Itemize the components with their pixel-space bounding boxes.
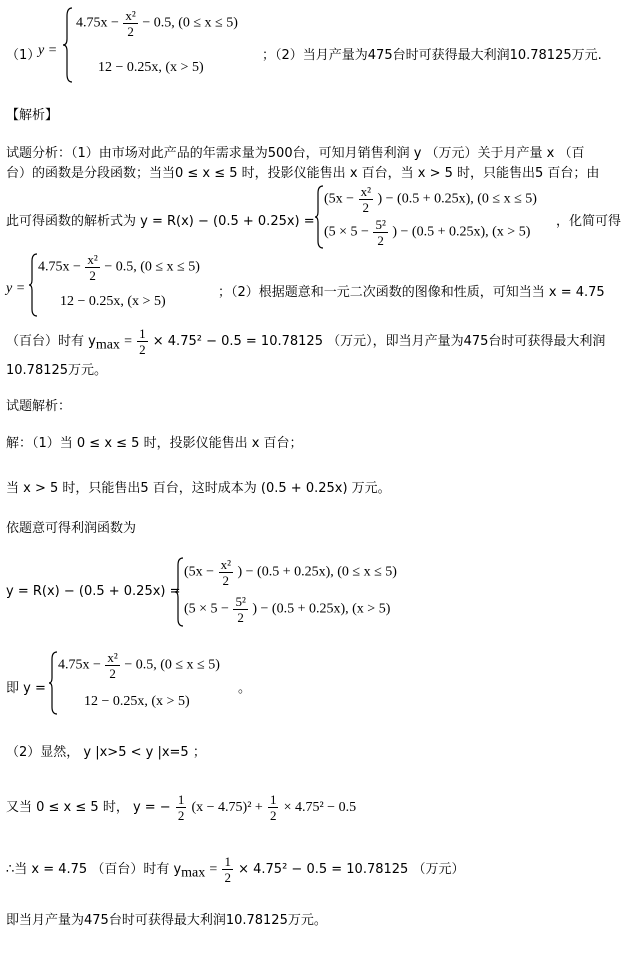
answer-part1-label: （1） <box>6 48 41 63</box>
answer-case1-prefix: 4.75x − <box>76 15 119 31</box>
solution-step2: 当 x > 5 时，只能售出5 百台，这时成本为 (0.5 + 0.25x) 万元。 <box>6 481 391 496</box>
analysis-line3-case1-fraction: $\frac{\text{x²}}{2}$ <box>360 184 371 215</box>
solution-step4-case1-fraction: $\frac{\text{x²}}{2}$ <box>220 557 231 588</box>
solution-step1: 解：（1）当 0 ≤ x ≤ 5 时，投影仪能售出 x 百台； <box>6 436 303 451</box>
analysis-line6: 10.78125万元。 <box>6 363 108 378</box>
solution-step7-fraction2: $\frac{1}{2}$ <box>269 792 277 823</box>
analysis-line4-suffix: ；（2）根据题意和一元二次函数的图像和性质，可知当当 x = 4.75 <box>218 285 605 300</box>
solution-step8: ∴当 x = 4.75 （百台）时有 $y_{max}$ = $\frac{1}{2}$ × 4.75² − 0.5 = 10.78125 （万元） <box>6 854 465 885</box>
analysis-line3-piecewise: (5x − $\frac{\text{x²}}{2}$ ) − (0.5 + 0.25x), (0 ≤ x ≤ 5) (5 × 5 − $\frac{\text{5²}}{2}$ ) − (0.5 + 0.25x), (x > 5) <box>314 184 554 250</box>
analysis-line3-suffix: ，化简可得 <box>556 214 622 229</box>
solution-step4-case2-fraction: $\frac{\text{5²}}{2}$ <box>235 594 246 625</box>
answer-case2: 12 − 0.25x, (x > 5) <box>98 60 204 75</box>
solution-step8-fraction: $\frac{1}{2}$ <box>224 854 231 885</box>
left-brace-icon <box>28 252 38 318</box>
analysis-line5: （百台）时有 $y_{max}$ = $\frac{1}{2}$ × 4.75² − 0.5 = 10.78125 （万元），即当月产量为475台时可获得最大利润 <box>6 326 606 357</box>
solution-header: 试题解析： <box>6 399 72 414</box>
solution-step5-prefix: 即 y = <box>6 681 46 696</box>
analysis-line3-prefix: 此可得函数的解析式为 y = R(x) − (0.5 + 0.25x) = <box>6 214 315 229</box>
analysis-line4-y: y = <box>6 281 26 296</box>
answer-y: y = <box>38 43 58 58</box>
analysis-line5-fraction: $\frac{1}{2}$ <box>139 326 146 357</box>
answer-case1-suffix: − 0.5, (0 ≤ x ≤ 5) <box>142 15 238 31</box>
analysis-line4-case1-fraction: $\frac{\text{x²}}{2}$ <box>87 252 98 283</box>
analysis-line4-piecewise: 4.75x − $\frac{\text{x²}}{2}$ − 0.5, (0 ≤ x ≤ 5) 12 − 0.25x, (x > 5) <box>28 252 218 318</box>
analysis-line3-case2-fraction: $\frac{\text{5²}}{2}$ <box>375 217 386 248</box>
left-brace-icon <box>48 650 58 716</box>
analysis-line2: 台）的函数是分段函数；当当0 ≤ x ≤ 5 时，投影仪能售出 x 百台，当 x > 5 时，只能售出5 百台；由 <box>6 166 600 181</box>
solution-step7: 又当 0 ≤ x ≤ 5 时， y = − $\frac{1}{2}$ (x − 4.75)² + $\frac{1}{2}$ × 4.75² − 0.5 <box>6 792 357 823</box>
answer-part2: ；（2）当月产量为475台时可获得最大利润10.78125万元. <box>262 48 602 63</box>
left-brace-icon <box>314 184 324 250</box>
solution-step4-piecewise: (5x − $\frac{\text{x²}}{2}$ ) − (0.5 + 0.25x), (0 ≤ x ≤ 5) (5 × 5 − $\frac{\text{5²}}{2}$ ) − (0.5 + 0.25x), (x > 5) <box>174 556 414 628</box>
solution-step9: 即当月产量为475台时可获得最大利润10.78125万元。 <box>6 913 327 928</box>
analysis-header: 【解析】 <box>6 108 59 123</box>
solution-step5-case1-fraction: $\frac{\text{x²}}{2}$ <box>107 650 118 681</box>
analysis-line1: 试题分析：（1）由市场对此产品的年需求量为500台，可知月销售利润 y （万元）关于月产量 x （百 <box>6 146 585 161</box>
left-brace-icon <box>62 6 74 84</box>
answer-piecewise <box>62 6 262 84</box>
solution-step5-suffix: 。 <box>238 681 252 696</box>
solution-step7-fraction1: $\frac{1}{2}$ <box>177 792 185 823</box>
left-brace-icon <box>174 556 184 628</box>
solution-step3: 依题意可得利润函数为 <box>6 521 137 536</box>
solution-step4-prefix: y = R(x) − (0.5 + 0.25x) = <box>6 584 181 599</box>
solution-step6: （2）显然， y |x>5 < y |x=5 ； <box>6 745 206 760</box>
solution-step5-piecewise: 4.75x − $\frac{\text{x²}}{2}$ − 0.5, (0 ≤ x ≤ 5) 12 − 0.25x, (x > 5) <box>48 650 238 716</box>
answer-case1-fraction: $\frac{\text{x²}}{2}$ <box>125 8 136 39</box>
